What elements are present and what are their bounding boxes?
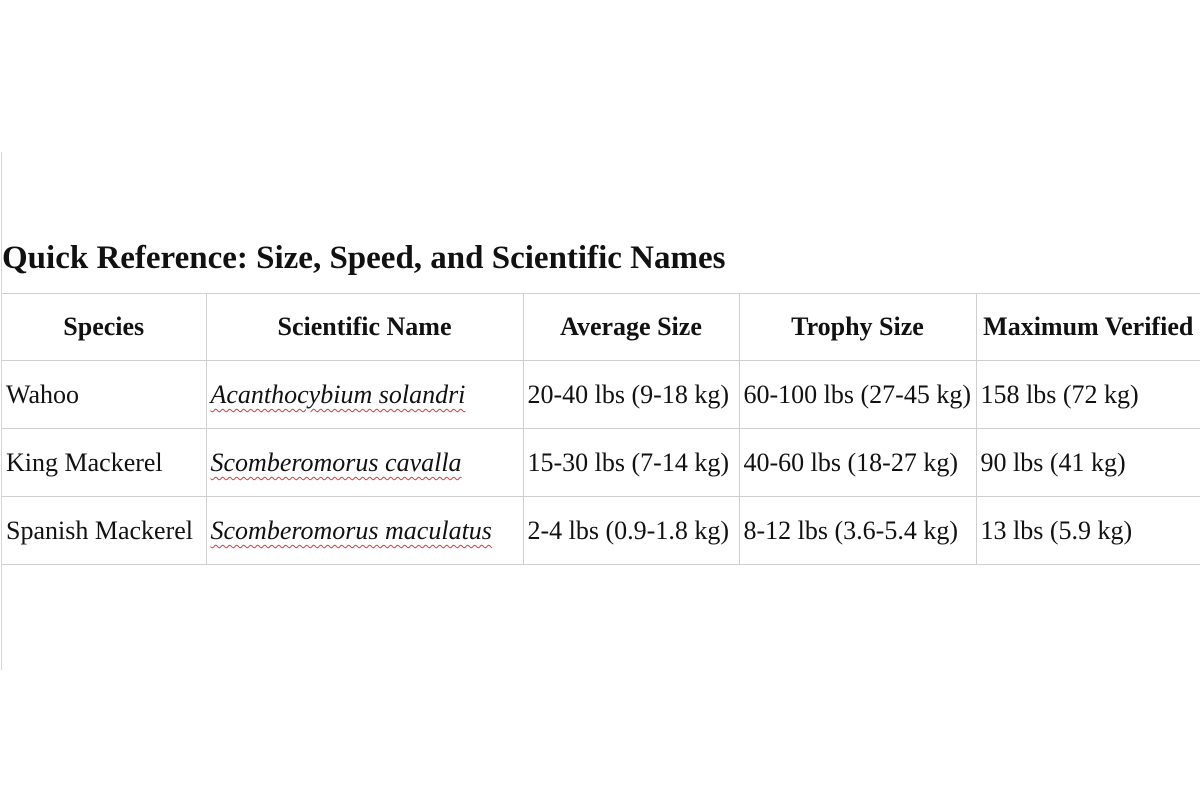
table-row [2,361,1200,429]
cell-trophy-size: 60-100 lbs (27-45 kg) [739,361,976,429]
cell-average-size: 2-4 lbs (0.9-1.8 kg) [523,497,739,565]
cell-average-size: 15-30 lbs (7-14 kg) [523,429,739,497]
cell-maximum-verified: 158 lbs (72 kg) [976,361,1200,429]
cell-maximum-verified: 13 lbs (5.9 kg) [976,497,1200,565]
document-heading: Quick Reference: Size, Speed, and Scientific Names [2,240,726,276]
cell-scientific-name [206,497,523,565]
header-species: Species [2,294,206,361]
cell-maximum-verified: 90 lbs (41 kg) [976,429,1200,497]
table-header-row [2,294,1200,361]
table-row [2,497,1200,565]
table-row [2,429,1200,497]
cell-species: Wahoo [2,361,206,429]
species-reference-table [2,293,1200,565]
header-scientific-name: Scientific Name [206,294,523,361]
header-average-size: Average Size [523,294,739,361]
scientific-name-text: Acanthocybium solandri [210,380,466,409]
cell-species: King Mackerel [2,429,206,497]
scientific-name-text: Scomberomorus maculatus [210,516,492,545]
cell-trophy-size: 40-60 lbs (18-27 kg) [739,429,976,497]
cell-scientific-name [206,429,523,497]
scientific-name-text: Scomberomorus cavalla [210,448,462,477]
header-maximum-verified: Maximum Verified [976,294,1200,361]
header-trophy-size: Trophy Size [739,294,976,361]
cell-average-size: 20-40 lbs (9-18 kg) [523,361,739,429]
cell-species: Spanish Mackerel [2,497,206,565]
cell-scientific-name [206,361,523,429]
cell-trophy-size: 8-12 lbs (3.6-5.4 kg) [739,497,976,565]
